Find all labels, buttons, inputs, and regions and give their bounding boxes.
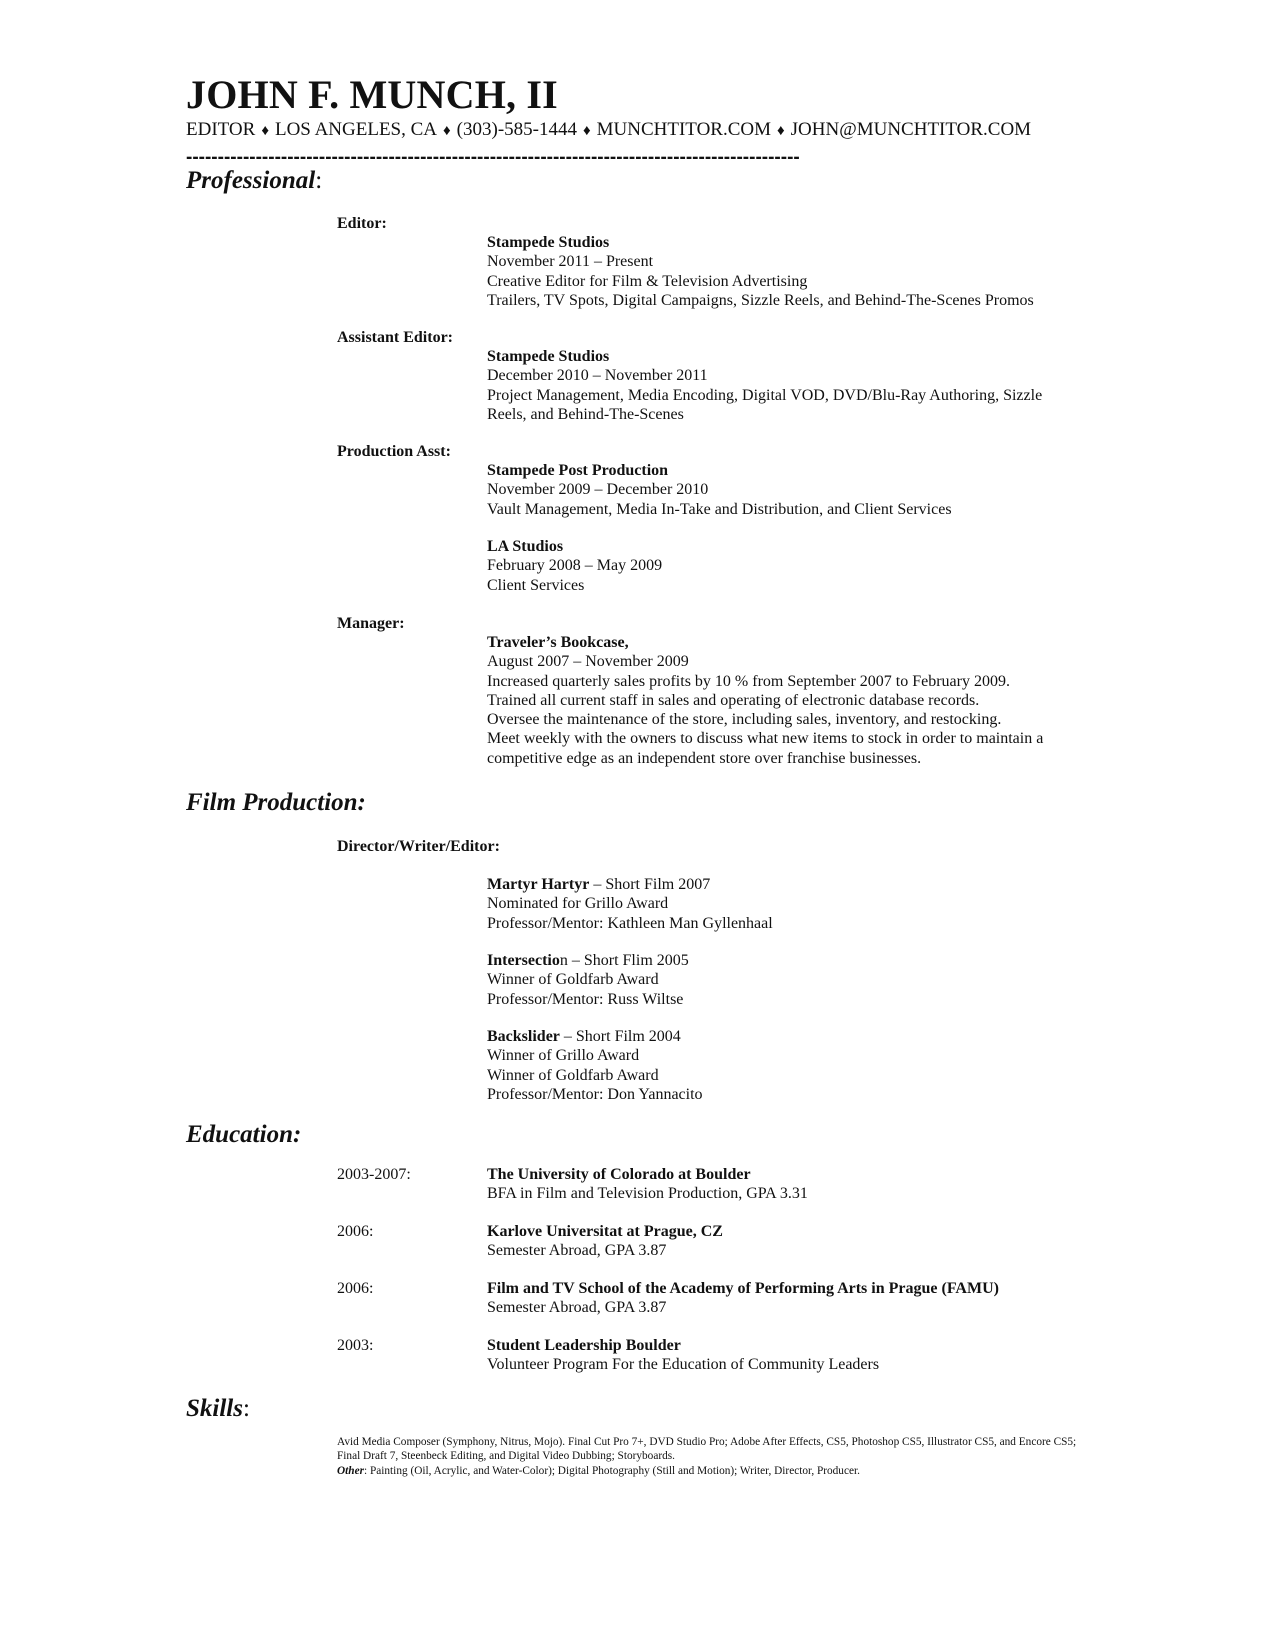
role-label-manager: Manager: <box>337 615 405 632</box>
school-name: The University of Colorado at Boulder <box>487 1166 751 1183</box>
contact-phone: (303)-585-1444 <box>456 119 577 140</box>
diamond-icon: ♦ <box>261 123 269 139</box>
film-entry <box>487 951 1077 1009</box>
film-entry <box>487 875 1077 933</box>
film-type-year: – Short Film 2007 <box>589 876 711 893</box>
section-title-film-production: Film Production: <box>186 789 366 816</box>
film-line: Winner of Grillo Award <box>487 1047 640 1065</box>
education-entry <box>487 1165 1077 1204</box>
role-label-director-writer-editor: Director/Writer/Editor: <box>337 838 500 855</box>
education-year: 2006: <box>337 1280 374 1297</box>
school-name: Karlove Universitat at Prague, CZ <box>487 1223 723 1240</box>
film-type-year: – Short Film 2004 <box>559 1028 681 1045</box>
education-entry <box>487 1279 1077 1318</box>
skills-other-text: : Painting (Oil, Acrylic, and Water-Color); Digital Photography (Still and Motion); Writer, Director, Producer. <box>364 1464 860 1477</box>
job-line: Trained all current staff in sales and operating of electronic database records. <box>487 691 980 709</box>
job-line: Vault Management, Media In-Take and Distribution, and Client Services <box>487 500 952 518</box>
job-line: Creative Editor for Film & Television Advertising <box>487 272 808 290</box>
job-entry <box>487 633 1077 768</box>
job-entry <box>487 347 1077 424</box>
contact-line <box>186 118 1031 143</box>
film-line: Professor/Mentor: Don Yannacito <box>487 1085 703 1103</box>
job-line: Client Services <box>487 576 585 594</box>
skills-block <box>337 1435 1077 1478</box>
job-line: Meet weekly with the owners to discuss what new items to stock in order to maintain a competitive edge as an independent store over franchise businesses. <box>487 730 1044 767</box>
education-year: 2006: <box>337 1223 374 1240</box>
film-line: Winner of Goldfarb Award <box>487 971 659 989</box>
job-company: Stampede Post Production <box>487 462 669 479</box>
film-entry <box>487 1027 1077 1104</box>
film-title: Martyr Hartyr <box>487 876 590 893</box>
job-line: Trailers, TV Spots, Digital Campaigns, Sizzle Reels, and Behind-The-Scenes Promos <box>487 291 1034 309</box>
school-name: Student Leadership Boulder <box>487 1337 681 1354</box>
contact-email: JOHN@MUNCHTITOR.COM <box>790 119 1032 140</box>
education-year: 2003: <box>337 1337 374 1354</box>
school-name: Film and TV School of the Academy of Performing Arts in Prague (FAMU) <box>487 1280 999 1297</box>
contact-location: LOS ANGELES, CA <box>274 119 438 140</box>
job-line: Increased quarterly sales profits by 10 % from September 2007 to February 2009. <box>487 672 1010 690</box>
film-title: Intersectio <box>487 952 560 969</box>
diamond-icon: ♦ <box>777 123 785 139</box>
job-company: LA Studios <box>487 538 564 555</box>
education-year: 2003-2007: <box>337 1166 411 1183</box>
diamond-icon: ♦ <box>582 123 591 139</box>
film-line: Winner of Goldfarb Award <box>487 1066 659 1084</box>
film-type-year: n – Short Flim 2005 <box>559 952 689 969</box>
education-detail: Semester Abroad, GPA 3.87 <box>487 1299 667 1317</box>
role-label-production-asst: Production Asst: <box>337 443 451 460</box>
job-line: Project Management, Media Encoding, Digital VOD, DVD/Blu-Ray Authoring, Sizzle Reels, and Behind-The-Scenes <box>487 386 1043 423</box>
job-company: Stampede Studios <box>487 234 610 251</box>
job-company: Stampede Studios <box>487 348 610 365</box>
job-dates: November 2009 – December 2010 <box>487 481 709 499</box>
job-entry <box>487 537 1077 595</box>
education-detail: Volunteer Program For the Education of Community Leaders <box>487 1356 880 1374</box>
section-title-professional: Professional: <box>186 167 323 194</box>
education-entry <box>487 1336 1077 1375</box>
job-entry <box>487 461 1077 519</box>
job-entry <box>487 233 1077 310</box>
education-detail: BFA in Film and Television Production, GPA 3.31 <box>487 1185 808 1203</box>
job-dates: December 2010 – November 2011 <box>487 367 708 385</box>
job-company: Traveler’s Bookcase, <box>487 634 629 651</box>
job-dates: November 2011 – Present <box>487 253 654 271</box>
education-entry <box>487 1222 1077 1261</box>
section-title-education: Education: <box>186 1121 302 1148</box>
candidate-name: JOHN F. MUNCH, II <box>186 72 558 117</box>
job-line: Oversee the maintenance of the store, including sales, inventory, and restocking. <box>487 711 1002 729</box>
header-divider: ------------------------------------------------------------------------------------------------- <box>186 148 800 168</box>
skills-other-label: Other <box>337 1464 364 1477</box>
job-dates: August 2007 – November 2009 <box>487 653 689 671</box>
role-label-assistant-editor: Assistant Editor: <box>337 329 454 346</box>
role-label-editor: Editor: <box>337 215 387 232</box>
diamond-icon: ♦ <box>443 123 451 139</box>
education-detail: Semester Abroad, GPA 3.87 <box>487 1242 667 1260</box>
film-line: Professor/Mentor: Kathleen Man Gyllenhaal <box>487 914 773 932</box>
skills-main: Avid Media Composer (Symphony, Nitrus, Mojo). Final Cut Pro 7+, DVD Studio Pro; Adobe After Effects, CS5, Photoshop CS5, Illustrator CS5, and Encore CS5; Final Draft 7, Steenbeck Editing, and Digital Video Dubbing; Storyboards. <box>337 1436 1077 1463</box>
contact-title: EDITOR <box>186 119 256 140</box>
film-line: Nominated for Grillo Award <box>487 895 669 913</box>
contact-website: MUNCHTITOR.COM <box>596 119 771 140</box>
film-line: Professor/Mentor: Russ Wiltse <box>487 990 684 1008</box>
film-title: Backslider <box>487 1028 560 1045</box>
section-title-skills: Skills: <box>186 1395 250 1422</box>
job-dates: February 2008 – May 2009 <box>487 557 663 575</box>
